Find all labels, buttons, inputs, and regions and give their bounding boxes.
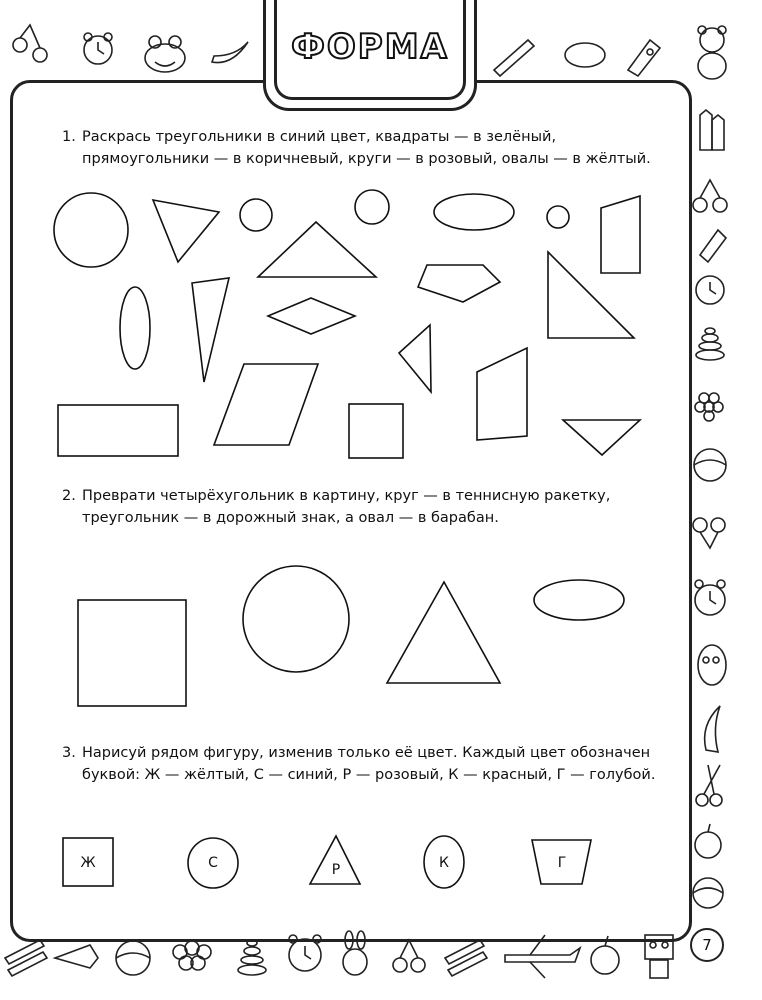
task-3-text: Нарисуй рядом фигуру, изменив только её цвет. Каждый цвет обозначен буквой: Ж — жёлтый, С — синий, Р — розовый, К — красный, Г — голубой. <box>82 745 656 783</box>
ball-icon <box>116 941 150 975</box>
grapes-icon <box>695 393 723 421</box>
task-3-number: 3. <box>62 745 76 761</box>
rabbit-icon <box>343 931 367 975</box>
crayons-icon <box>5 940 47 976</box>
grapes-icon <box>173 941 211 970</box>
page-number: 7 <box>690 928 724 962</box>
crayon-icon <box>494 40 534 76</box>
teddy-bear-icon <box>698 26 726 79</box>
rocket-icon <box>628 40 660 76</box>
page-title: ФОРМА <box>291 27 449 67</box>
frog-icon <box>145 36 185 72</box>
apple-icon <box>695 824 721 858</box>
letter-k: К <box>439 855 449 871</box>
crayons-icon <box>445 940 487 976</box>
letter-zh: Ж <box>80 855 96 871</box>
robot-icon <box>645 935 673 978</box>
pyramid-toy-icon <box>696 328 724 360</box>
cherries-icon <box>393 940 425 972</box>
alarm-clock-icon <box>695 580 725 615</box>
alarm-clock-icon <box>84 33 112 64</box>
rocket-icon <box>700 230 726 262</box>
ball-icon <box>694 449 726 481</box>
cherries-icon <box>13 25 47 62</box>
airplane-icon <box>505 935 580 978</box>
letter-r: Р <box>331 862 341 878</box>
crayons-icon <box>700 110 724 150</box>
task-2-number: 2. <box>62 488 76 504</box>
banana-icon <box>705 706 720 752</box>
pyramid-toy-icon <box>238 940 266 975</box>
task-2-text: Преврати четырёхугольник в картину, круг — в теннисную ракетку, треугольник — в дорожный знак, а овал — в барабан. <box>82 488 611 526</box>
alarm-clock-icon <box>289 935 321 971</box>
letter-s: С <box>208 855 218 871</box>
car-icon <box>698 645 726 685</box>
letter-g: Г <box>557 855 567 871</box>
ball-icon <box>693 878 723 908</box>
lemon-icon <box>565 43 605 67</box>
cherries-icon <box>693 180 727 212</box>
cherries-icon <box>693 518 725 548</box>
alarm-clock-icon <box>696 276 724 304</box>
apple-icon <box>591 936 619 974</box>
task-1-text: Раскрась треугольники в синий цвет, квадраты — в зелёный, прямоугольники — в коричневый, круги — в розовый, овалы — в жёлтый. <box>82 129 651 167</box>
banana-icon <box>212 42 248 63</box>
rocket-icon <box>55 945 98 968</box>
scissors-icon <box>696 765 722 806</box>
task-1-number: 1. <box>62 129 76 145</box>
